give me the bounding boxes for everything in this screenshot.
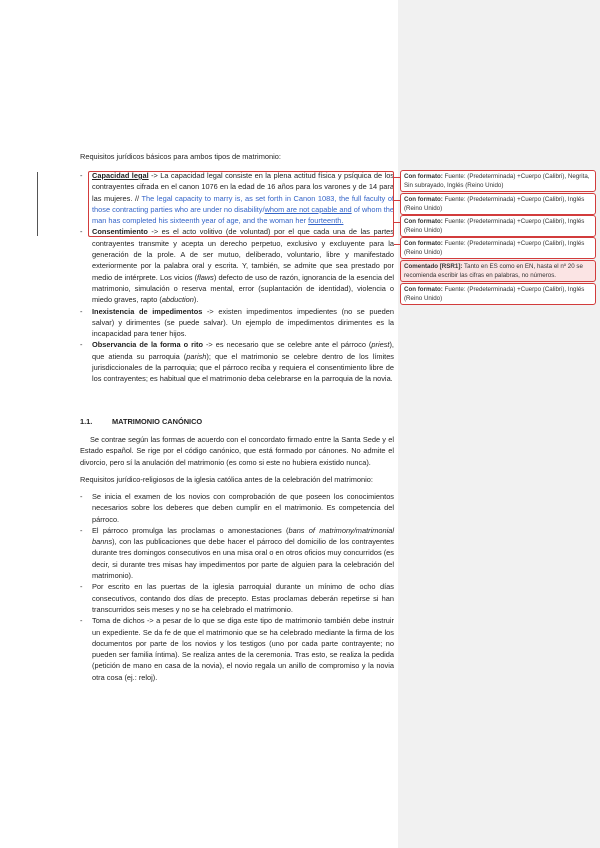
comments-pane [398,0,600,848]
list-item[interactable]: - Capacidad legal -> La capacidad legal consiste en la plena actitud física y psíquica de los contrayentes cifrada en el canon 1076 en la edad de 16 años para los varones y de 14 para las mujeres. // The legal capacity to marry is, as set forth in Canon 1083, the full faculty of those contracting parties who are under no disability/whom are not capable and of whom the man has completed his sixteenth year of age, and the woman her fourteenth. [80,171,395,226]
list-item[interactable]: - Toma de dichos -> a pesar de lo que se diga este tipo de matrimonio también debe instruir un expediente. Se da fe de que el matrimonio que se ha celebrado mediante la firma de los documentos por parte de los novios y los testigos (uno por cada parte contrayente; no pueden ser familia íntima). Se realiza antes de la ceremonia. Tras esto, se realiza la pedida (petición de mano en casa de la novia), el novio regala un anillo de compromiso y la novia otra cosa (ej.: reloj). [80,616,394,682]
list-item[interactable]: - El párroco promulga las proclamas o amonestaciones (bans of matrimony/matrimonial banns), con las publicaciones que debe hacer el párroco del domicilio de los contrayentes durante tres domingos consecutivos en una misa oral o en otros oficios muy concurridos (es decir, si durante tres misas hay impedimentos por parte de alguien para la celebración del matrimonio). [80,525,394,581]
comment-balloon[interactable]: Con formato: Fuente: (Predeterminada) +Cuerpo (Calibri), Inglés (Reino Unido) [400,193,596,215]
change-bar [37,172,38,236]
heading-title: MATRIMONIO CANÓNICO [112,417,203,426]
intro2-paragraph: Requisitos jurídico-religiosos de la iglesia católica antes de la celebración del matrimonio: [80,475,373,484]
list-item[interactable]: - Observancia de la forma o rito -> es necesario que se celebre ante el párroco (priest), que atienda su parroquia (parish); que el matrimonio se celebre dentro de los límites jurisdiccionales de la parroquia; que el párroco reciba y requiera el consentimiento libre de los contrayentes; es habitual que el matrimonio deba celebrarse en la parroquia de la novia. [80,340,394,384]
item-title: Capacidad legal [92,171,149,180]
comment-balloon-review[interactable]: Comentado [RSR1]: Tanto en ES como en EN, hasta el nº 20 se recomienda escribir las cifras en palabras, no números. [400,260,596,282]
list-item[interactable]: - Se inicia el examen de los novios con comprobación de que poseen los conocimientos necesarios sobre los deberes que deben cumplir en el matrimonio. Es competencia del párroco. [80,492,394,524]
list-item[interactable]: - Inexistencia de impedimentos -> existen impedimentos impedientes (no se pueden salvar) y dirimentes (se puede salvar). Un ejemplo de impedimentos dirimentes es la incapacidad para tener hijos. [80,306,394,339]
comment-balloon[interactable]: Con formato: Fuente: (Predeterminada) +Cuerpo (Calibri), Inglés (Reino Unido) [400,215,596,237]
list-item[interactable]: - Por escrito en las puertas de la iglesia parroquial durante un mínimo de ocho días consecutivos, contando dos días de precepto. Estas proclamas deberán repetirse si han transcurridos seis meses y no se ha celebrado el matrimonio. [80,582,394,614]
body-paragraph: Se contrae según las formas de acuerdo con el concordato firmado entre la Santa Sede y el Estado español. Se rige por el código canónico, que está formado por cánones. No admite el divorcio, pero sí la anulación del matrimonio (es como si este no hubiera existido nunca). [80,435,394,467]
comment-balloon[interactable]: Con formato: Fuente: (Predeterminada) +Cuerpo (Calibri), Inglés (Reino Unido) [400,283,596,305]
religious-requirements-list [80,491,394,683]
comment-balloon[interactable]: Con formato: Fuente: (Predeterminada) +Cuerpo (Calibri), Inglés (Reino Unido) [400,237,596,259]
section-heading [80,417,202,426]
item-title: Inexistencia de impedimentos [92,306,203,316]
list-item[interactable]: - Consentimiento -> es el acto volitivo (de voluntad) por el que cada una de las partes contrayentes transmite y acepta un derecho perpetuo, exclusivo y excluyente para la generación de la prole. A de ser mutuo, deliberado, voluntario, libre y manifestado exteriormente por la palabra oral y escrita. Y, también, se admite que sea prestado por medio de intérprete. Los vicios (flaws) defecto de uso de razón, ignorancia de la esencia del matrimonio, simulación o reserva mental, error (suplantación de identidad), violencia o miedo graves, rapto (abduction). [80,227,394,305]
item-title: Observancia de la forma o rito [92,340,203,350]
heading-number: 1.1. [80,417,93,426]
comment-balloon[interactable]: Con formato: Fuente: (Predeterminada) +Cuerpo (Calibri), Negrita, Sin subrayado, Inglés (Reino Unido) [400,170,596,192]
item-title: Consentimiento [92,227,148,237]
tracked-change-highlight [88,171,394,237]
intro-paragraph: Requisitos jurídicos básicos para ambos tipos de matrimonio: [80,152,281,161]
